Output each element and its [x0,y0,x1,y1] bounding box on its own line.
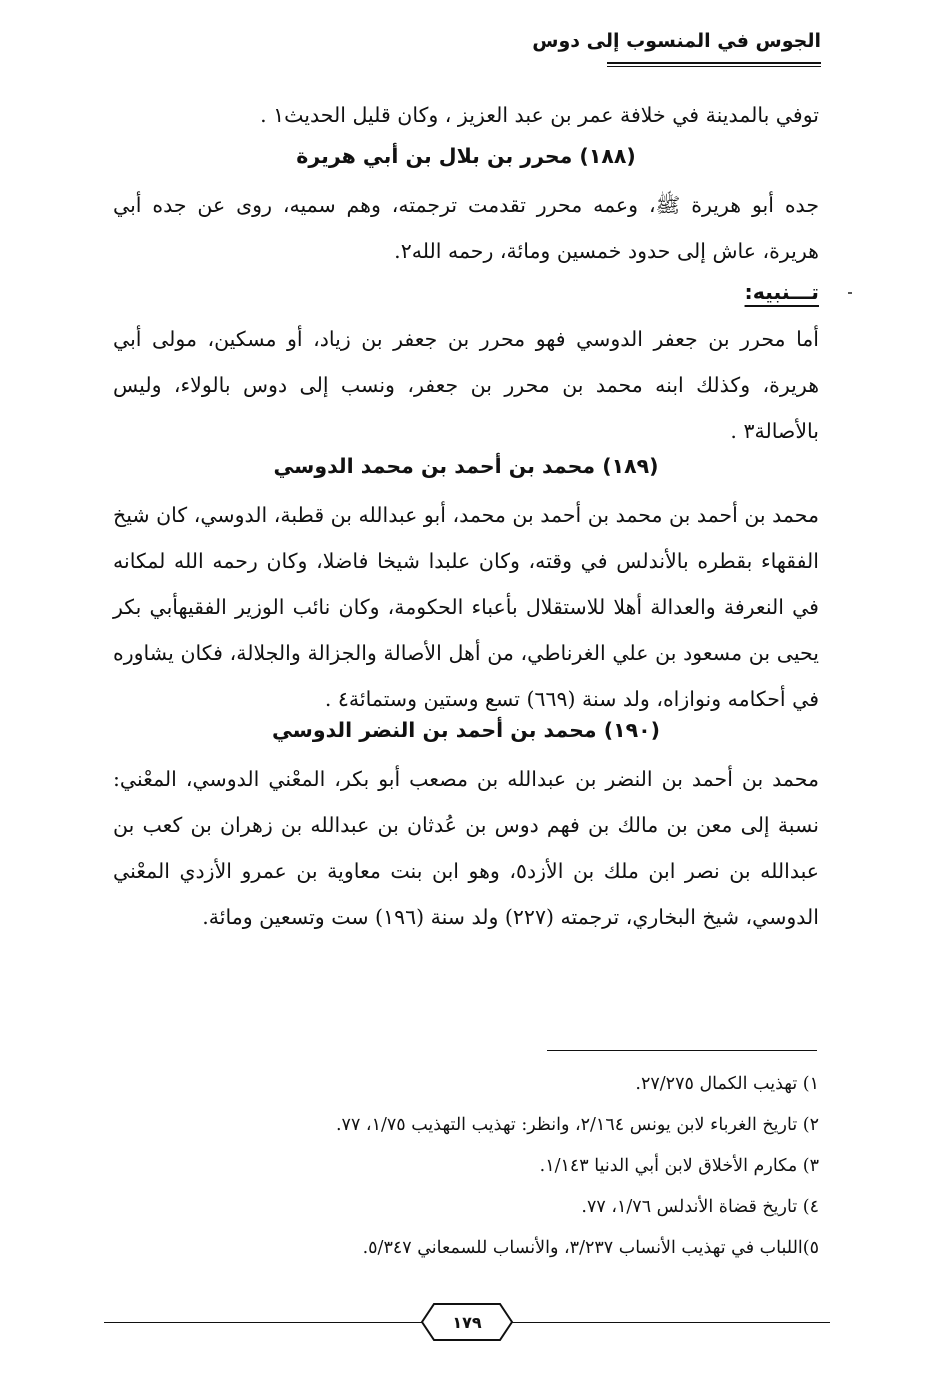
intro-paragraph: توفي بالمدينة في خلافة عمر بن عبد العزيز ، وكان قليل الحديث١ . [260,103,819,127]
footnote-5: ٥)اللباب في تهذيب الأنساب ٣/٢٣٧، والأنساب للسمعاني ٥/٣٤٧. [362,1238,819,1258]
entry-text-189: محمد بن أحمد بن محمد بن أحمد بن محمد، أبو عبدالله بن قطبة، الدوسي، كان شيخ الفقهاء بقطره بالأندلس في وقته، وكان علبدا شيخا فاضلا، وكان رحمه الله لمكانه في النعرفة والعدالة أهلا للاستقلال بأعباء الحكومة، وكان نائب الوزير الفقيهأبي بكر يحيى بن مسعود بن علي الغرناطي، من أهل الأصالة والجزالة والجلالة، فكان يشاوره في أحكامه ونوازاه، ولد سنة (٦٦٩) تسع وستين وستمائة٤ . [113,503,819,711]
footnote-1: ١) تهذيب الكمال ٢٧/٢٧٥. [635,1074,819,1094]
note-label: تـــنبيه: [744,280,819,304]
entry-heading-188: (١٨٨) محرر بن بلال بن أبي هريرة [296,144,636,168]
footnote-2: ٢) تاريخ الغرباء لابن يونس ٢/١٦٤، وانظر: تهذيب التهذيب ١/٧٥، ٧٧. [335,1115,819,1135]
page-number-frame [420,1302,514,1342]
running-header-title: الجوس في المنسوب إلى دوس [532,30,821,52]
page-number: ١٧٩ [452,1312,482,1332]
scan-speck [848,292,852,294]
footnotes [113,1064,819,1269]
footnote-separator [547,1050,817,1051]
footnote-3: ٣) مكارم الأخلاق لابن أبي الدنيا ١/١٤٣. [539,1156,819,1176]
page-number-rule-left [104,1322,434,1323]
entry-heading-190: (١٩٠) محمد بن أحمد بن النضر الدوسي [271,718,661,742]
page-number-rule-right [500,1322,830,1323]
entry-text-190: محمد بن أحمد بن النضر بن عبدالله بن مصعب أبو بكر، المعْني الدوسي، المعْني: نسبة إلى معن بن مالك بن فهم دوس بن عُدثان بن عبدالله بن زهران بن كعب بن عبدالله بن نصر ابن ملك بن الأزد٥، وهو ابن بنت معاوية بن عمرو الأزدي المعْني الدوسي، شيخ البخاري، ترجمته (٢٢٧) ولد سنة (١٩٦) ست وتسعين ومائة. [113,767,819,929]
header-rule [607,62,821,64]
entry-heading-189: (١٨٩) محمد بن أحمد بن محمد الدوسي [273,454,659,478]
entry-text-188: جده أبو هريرة ﷺ، وعمه محرر تقدمت ترجمته، وهم سميه، روى عن جده أبي هريرة، عاش إلى حدود خمسين ومائة، رحمه الله٢. [113,193,819,263]
header-rule-thin [607,66,821,67]
note-text: أما محرر بن جعفر الدوسي فهو محرر بن جعفر بن زياد، أو مسكين، مولى أبي هريرة، وكذلك ابنه محمد بن محرر بن جعفر، ونسب إلى دوس بالولاء، وليس بالأصالة٣ . [113,327,819,443]
footnote-4: ٤) تاريخ قضاة الأندلس ١/٧٦، ٧٧. [581,1197,819,1217]
